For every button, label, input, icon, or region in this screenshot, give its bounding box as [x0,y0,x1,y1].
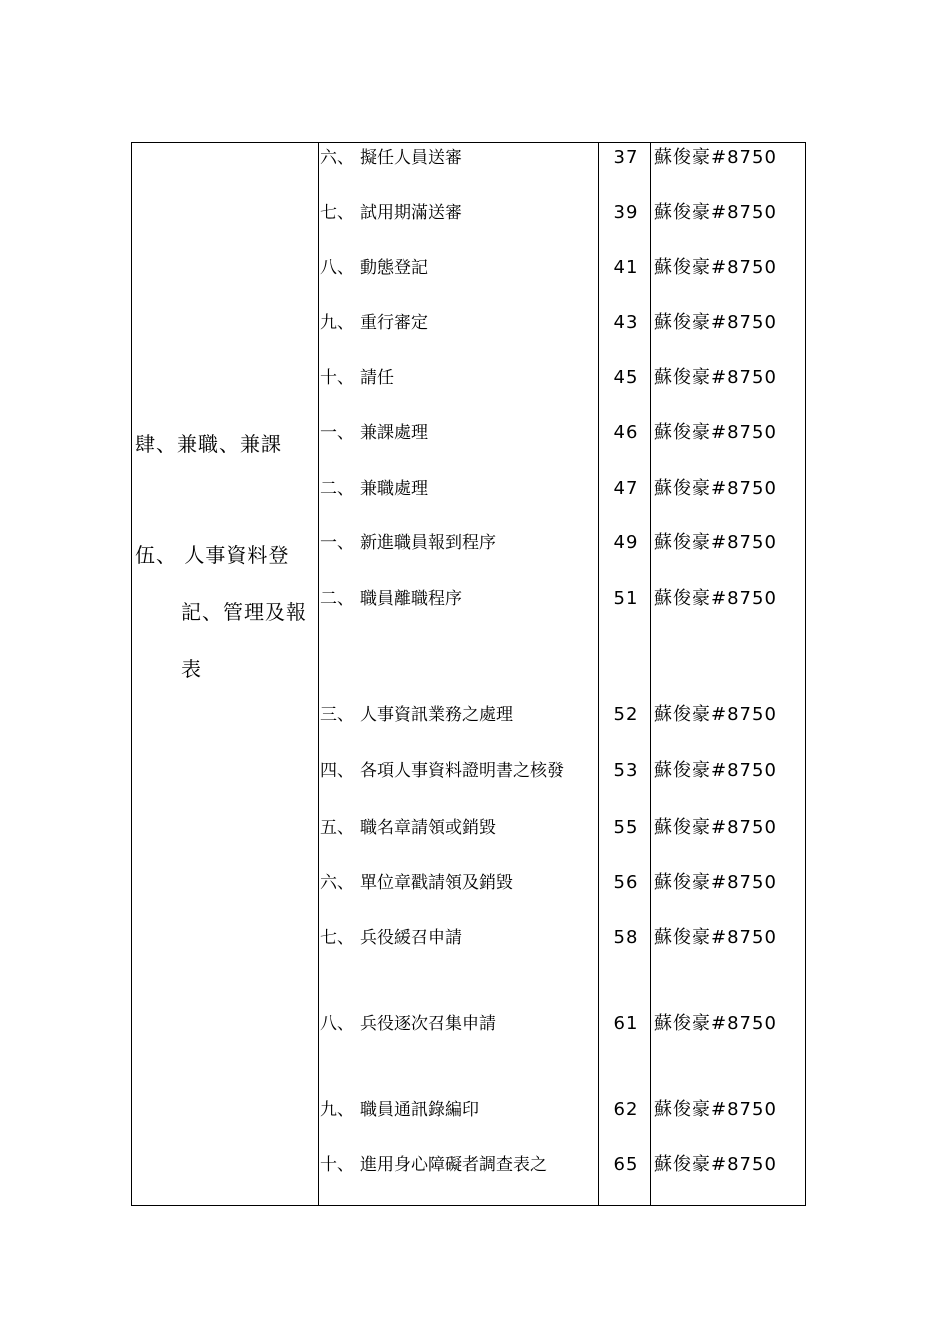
contact-extension: 蘇俊豪#8750 [654,817,777,838]
page-number: 52 [613,704,639,725]
page-number: 43 [613,312,639,333]
page-number: 62 [613,1099,639,1120]
contact-extension: 蘇俊豪#8750 [654,588,777,609]
page-number: 46 [613,422,639,443]
item-label: 四、 各項人事資料證明書之核發 [320,761,564,781]
item-label: 一、 兼課處理 [320,423,428,443]
item-label: 九、 重行審定 [320,313,428,333]
page-number: 56 [613,872,639,893]
item-label: 六、 擬任人員送審 [320,148,462,168]
column-divider [318,143,319,1205]
section-title-personnel-records-line2: 記、管理及報 [181,600,307,624]
page-number: 58 [613,927,639,948]
column-divider [598,143,599,1205]
section-title-part-time: 肆、兼職、兼課 [135,432,282,456]
item-label: 五、 職名章請領或銷毀 [320,818,496,838]
page-number: 37 [613,147,639,168]
page-number: 65 [613,1154,639,1175]
item-label: 六、 單位章戳請領及銷毀 [320,873,513,893]
page-number: 47 [613,478,639,499]
contact-extension: 蘇俊豪#8750 [654,1013,777,1034]
item-label: 九、 職員通訊錄編印 [320,1100,479,1120]
item-label: 十、 請任 [320,368,394,388]
column-divider [650,143,651,1205]
section-title-personnel-records-line3: 表 [181,657,202,681]
contact-extension: 蘇俊豪#8750 [654,367,777,388]
item-label: 十、 進用身心障礙者調查表之 [320,1155,547,1175]
page-number: 49 [613,532,639,553]
page-number: 55 [613,817,639,838]
contact-extension: 蘇俊豪#8750 [654,1099,777,1120]
contact-extension: 蘇俊豪#8750 [654,872,777,893]
contact-extension: 蘇俊豪#8750 [654,202,777,223]
item-label: 二、 職員離職程序 [320,589,462,609]
contact-extension: 蘇俊豪#8750 [654,478,777,499]
page-number: 53 [613,760,639,781]
contact-extension: 蘇俊豪#8750 [654,257,777,278]
contact-extension: 蘇俊豪#8750 [654,704,777,725]
item-label: 一、 新進職員報到程序 [320,533,496,553]
page-number: 39 [613,202,639,223]
item-label: 八、 兵役逐次召集申請 [320,1014,496,1034]
item-label: 三、 人事資訊業務之處理 [320,705,513,725]
page-number: 61 [613,1013,639,1034]
page-number: 45 [613,367,639,388]
contact-extension: 蘇俊豪#8750 [654,760,777,781]
procedure-index-table [131,142,806,1206]
contact-extension: 蘇俊豪#8750 [654,422,777,443]
item-label: 二、 兼職處理 [320,479,428,499]
contact-extension: 蘇俊豪#8750 [654,927,777,948]
item-label: 七、 試用期滿送審 [320,203,462,223]
section-title-personnel-records: 伍、 人事資料登 [135,543,290,567]
contact-extension: 蘇俊豪#8750 [654,312,777,333]
contact-extension: 蘇俊豪#8750 [654,1154,777,1175]
page-number: 41 [613,257,639,278]
item-label: 八、 動態登記 [320,258,428,278]
contact-extension: 蘇俊豪#8750 [654,532,777,553]
page-number: 51 [613,588,639,609]
contact-extension: 蘇俊豪#8750 [654,147,777,168]
item-label: 七、 兵役緩召申請 [320,928,462,948]
